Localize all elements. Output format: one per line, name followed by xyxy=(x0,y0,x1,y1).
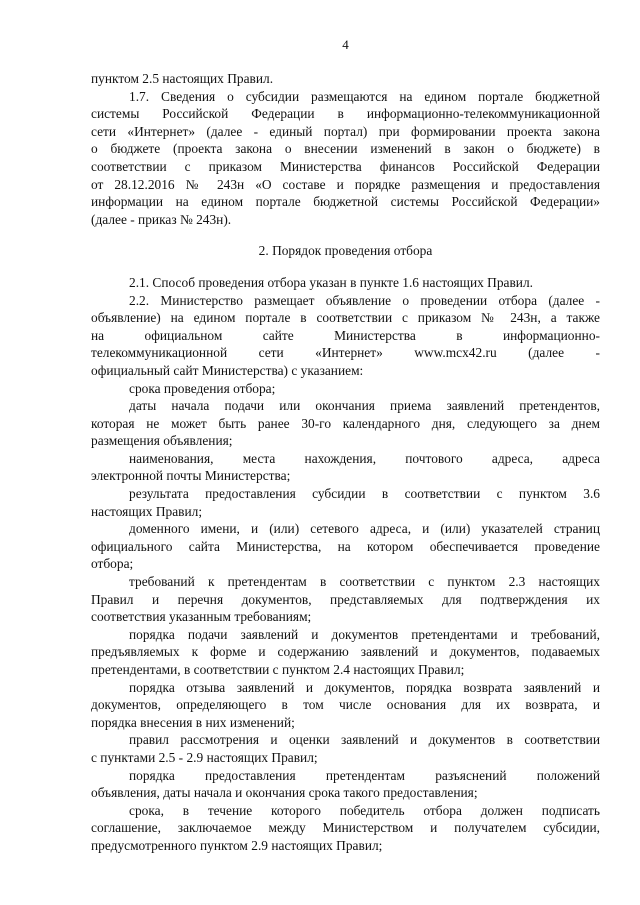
text-line: 1.7. Сведения о субсидии размещаются на едином портале бюджетной xyxy=(129,88,600,104)
text-line: отбора; xyxy=(91,556,134,572)
text-line: телекоммуникационной сети «Интернет» www.mcx42.ru (далее - xyxy=(91,345,600,361)
page-number: 4 xyxy=(342,37,349,52)
text-line: информации на едином портале бюджетной системы Российской Федерации» xyxy=(91,194,600,210)
text-line: предъявляемых к форме и содержанию заявлений и документов, подаваемых xyxy=(91,644,600,660)
text-line: порядка отзыва заявлений и документов, порядка возврата заявлений и xyxy=(129,679,600,695)
text-line: которая не может быть ранее 30-го календарного дня, следующего за днем xyxy=(91,415,600,431)
text-line: сети «Интернет» (далее - единый портал) при формировании проекта закона xyxy=(91,123,600,139)
text-line: электронной почты Министерства; xyxy=(91,468,291,484)
text-line: Правил и перечня документов, представляемых для подтверждения их xyxy=(91,591,600,607)
text-line: порядка подачи заявлений и документов претендентами и требований, xyxy=(129,626,600,642)
text-line: размещения объявления; xyxy=(91,433,233,449)
document-body xyxy=(91,70,600,855)
text-line: даты начала подачи или окончания приема заявлений претендентов, xyxy=(129,398,600,414)
text-line: (далее - приказ № 243н). xyxy=(91,211,232,227)
text-line: объявление) на едином портале в соответствии с приказом № 243н, а также xyxy=(91,310,600,326)
text-line: объявления, даты начала и окончания срока такого предоставления; xyxy=(91,785,478,801)
text-line: результата предоставления субсидии в соответствии с пунктом 3.6 xyxy=(129,486,600,502)
text-line: соответствия указанным требованиям; xyxy=(91,609,312,625)
text-line: требований к претендентам в соответствии с пунктом 2.3 настоящих xyxy=(129,574,600,590)
text-line: наименования, места нахождения, почтового адреса, адреса xyxy=(129,450,600,466)
text-line: 2.1. Способ проведения отбора указан в пункте 1.6 настоящих Правил. xyxy=(129,274,534,290)
text-line: предусмотренного пунктом 2.9 настоящих Правил; xyxy=(91,837,383,853)
text-line: от 28.12.2016 № 243н «О составе и порядке размещения и предоставления xyxy=(91,176,600,192)
text-line: официального сайта Министерства, на котором обеспечивается проведение xyxy=(91,538,600,554)
text-line: документов, определяющего в том числе основания для их возврата, и xyxy=(91,697,600,713)
text-line: претендентами, в соответствии с пунктом 2.4 настоящих Правил; xyxy=(91,662,465,677)
text-line: на официальном сайте Министерства в информационно- xyxy=(91,327,600,343)
text-line: порядка предоставления претендентам разъяснений положений xyxy=(129,767,600,783)
text-line: настоящих Правил; xyxy=(91,503,203,519)
text-line: срока, в течение которого победитель отбора должен подписать xyxy=(129,802,600,818)
text-line: с пунктами 2.5 - 2.9 настоящих Правил; xyxy=(91,749,318,765)
text-line: срока проведения отбора; xyxy=(129,380,276,396)
text-line: соответствии с приказом Министерства финансов Российской Федерации xyxy=(91,158,600,174)
text-line: соглашение, заключаемое между Министерством и получателем субсидии, xyxy=(91,820,600,836)
text-line: правил рассмотрения и оценки заявлений и документов в соответствии xyxy=(129,732,600,748)
text-line: порядка внесения в них изменений; xyxy=(91,714,295,730)
text-line: о бюджете (проекта закона о внесении изменений в закон о бюджете) в xyxy=(91,141,600,157)
text-line: доменного имени, и (или) сетевого адреса, и (или) указателей страниц xyxy=(129,521,600,537)
text-line: официальный сайт Министерства) с указанием: xyxy=(91,362,364,378)
text-line: системы Российской Федерации в информационно-телекоммуникационной xyxy=(91,106,600,122)
section-heading: 2. Порядок проведения отбора xyxy=(258,243,433,259)
text-line: 2.2. Министерство размещает объявление о проведении отбора (далее - xyxy=(129,292,600,308)
text-line: пунктом 2.5 настоящих Правил. xyxy=(91,71,274,86)
